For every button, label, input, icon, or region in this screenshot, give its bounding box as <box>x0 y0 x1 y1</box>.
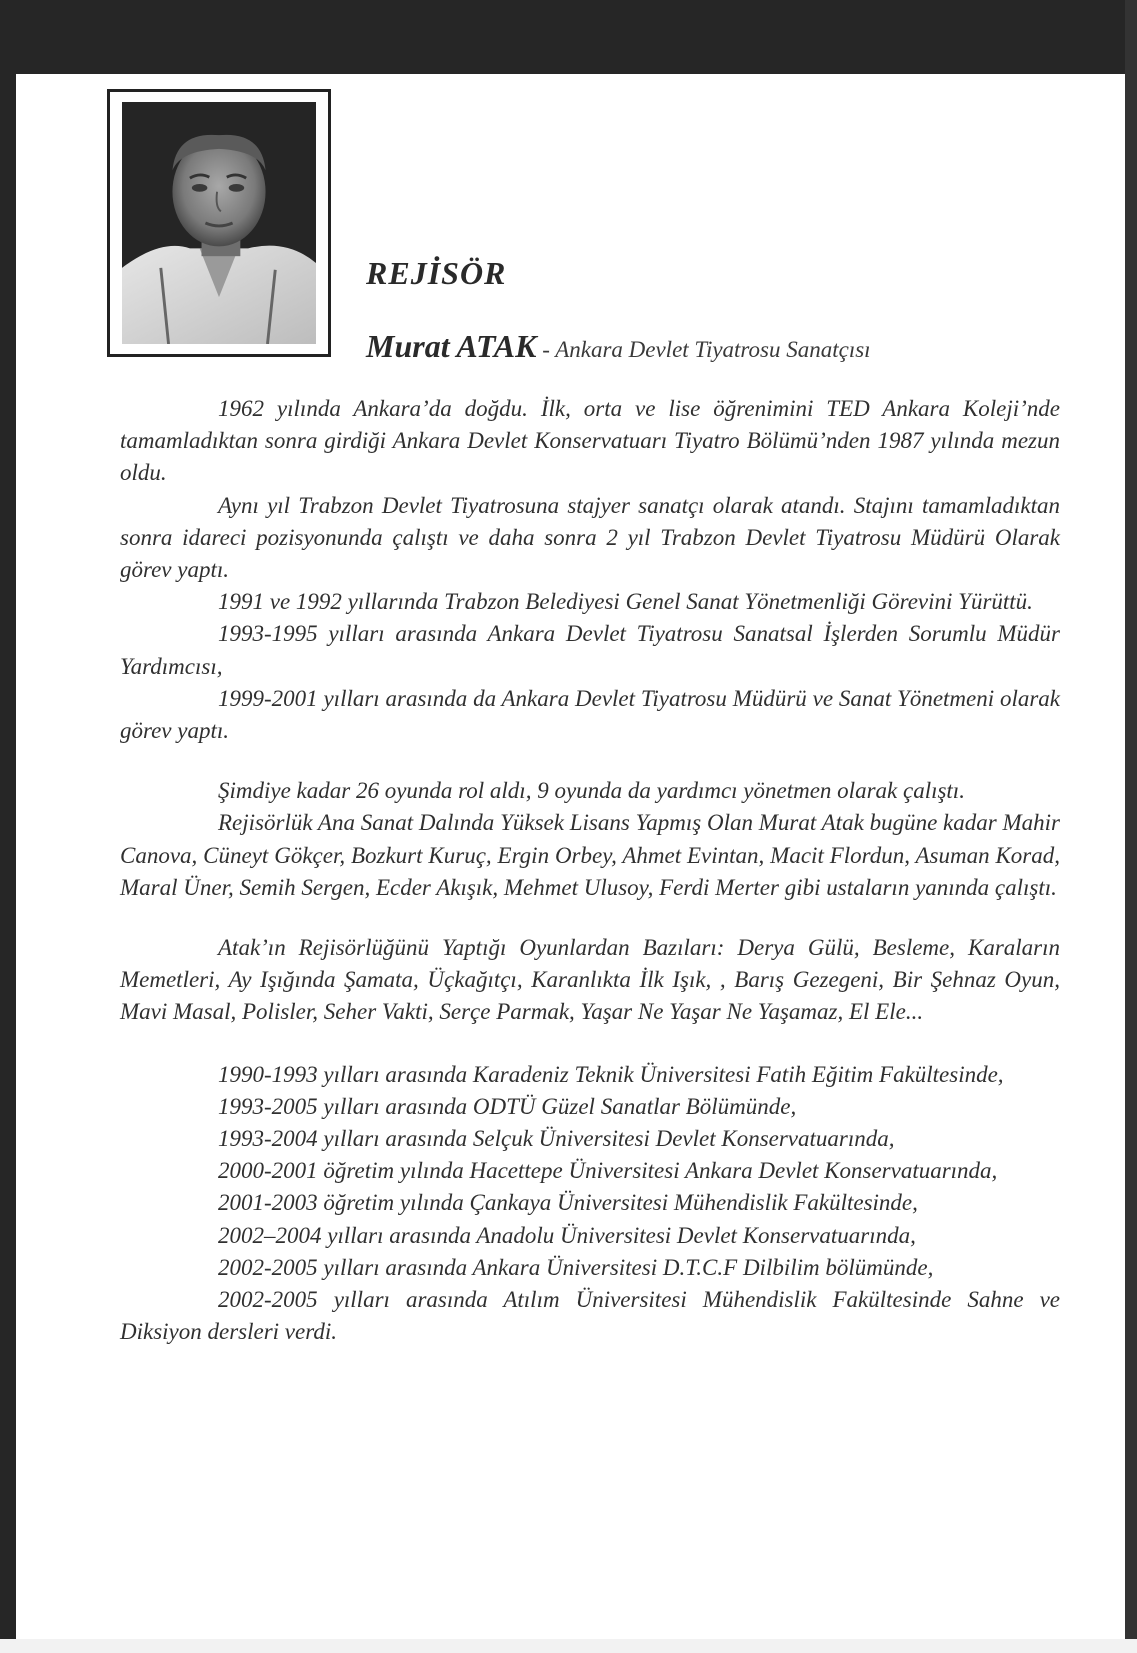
person-name: Murat ATAK <box>366 328 537 364</box>
scan-border-top <box>0 0 1137 74</box>
scan-border-left <box>0 0 16 1653</box>
person-affiliation: - Ankara Devlet Tiyatrosu Sanatçısı <box>536 337 871 362</box>
bio-paragraph-1991: 1991 ve 1992 yıllarında Trabzon Belediyesi Genel Sanat Yönetmenliği Görevini Yürüttü. <box>218 589 1033 615</box>
teaching-item: 2000-2001 öğretim yılında Hacettepe Üniversitesi Ankara Devlet Konservatuarında, <box>218 1158 998 1184</box>
bio-paragraph-mentors: Rejisörlük Ana Sanat Dalında Yüksek Lisans Yapmış Olan Murat Atak bugüne kadar Mahir Canova, Cüneyt Gökçer, Bozkurt Kuruç, Ergin Orbey, Ahmet Evintan, Macit Flordun, Asuman Korad, Maral Üner, Semih Sergen, Ecder Akışık, Mehmet Ulusoy, Ferdi Merter gibi ustaların yanında çalıştı. <box>120 810 1060 900</box>
teaching-item: 1993-2004 yılları arasında Selçuk Üniversitesi Devlet Konservatuarında, <box>218 1126 895 1152</box>
teaching-item: 2001-2003 öğretim yılında Çankaya Üniversitesi Mühendislik Fakültesinde, <box>218 1190 918 1216</box>
bio-paragraph-1993: 1993-1995 yılları arasında Ankara Devlet Tiyatrosu Sanatsal İşlerden Sorumlu Müdür Yardımcısı, <box>120 621 1060 679</box>
bio-paragraph-productions: Atak’ın Rejisörlüğünü Yaptığı Oyunlardan Bazıları: Derya Gülü, Besleme, Karaların Memetleri, Ay Işığında Şamata, Üçkağıtçı, Karanlıkta İlk Işık, , Barış Gezegeni, Bir Şehnaz Oyun, Mavi Masal, Polisler, Seher Vakti, Serçe Parmak, Yaşar Ne Yaşar Ne Yaşamaz, El Ele... <box>120 935 1060 1025</box>
paragraph-gap <box>120 1029 1060 1059</box>
teaching-item: 2002-2005 yılları arasında Atılım Üniversitesi Mühendislik Fakültesinde Sahne ve Diksiyon dersleri verdi. <box>120 1287 1060 1345</box>
portrait-photo <box>122 102 316 344</box>
portrait-photo-frame <box>107 89 331 357</box>
scan-border-bottom <box>0 1639 1137 1653</box>
bio-paragraph-1999: 1999-2001 yılları arasında da Ankara Devlet Tiyatrosu Müdürü ve Sanat Yönetmeni olarak görev yaptı. <box>120 685 1060 744</box>
paragraph-gap <box>120 747 1060 775</box>
bio-paragraph-birth: 1962 yılında Ankara’da doğdu. İlk, orta ve lise öğrenimini TED Ankara Koleji’nde tamamladıktan sonra girdiği Ankara Devlet Konservatuarı Tiyatro Bölümü’nden 1987 yılında mezun oldu. <box>120 396 1060 486</box>
name-line <box>366 328 871 365</box>
teaching-item: 1990-1993 yılları arasında Karadeniz Teknik Üniversitesi Fatih Eğitim Fakültesinde, <box>218 1061 1004 1087</box>
scan-border-right <box>1125 0 1137 1653</box>
biography-text <box>120 393 1060 1348</box>
teaching-item: 2002-2005 yılları arasında Ankara Üniversitesi D.T.C.F Dilbilim bölümünde, <box>218 1254 934 1280</box>
teaching-item: 2002–2004 yılları arasında Anadolu Üniversitesi Devlet Konservatuarında, <box>218 1222 916 1248</box>
teaching-item: 1993-2005 yılları arasında ODTÜ Güzel Sanatlar Bölümünde, <box>218 1093 797 1119</box>
bio-paragraph-roles: Şimdiye kadar 26 oyunda rol aldı, 9 oyunda da yardımcı yönetmen olarak çalıştı. <box>218 778 965 804</box>
bio-paragraph-trabzon: Aynı yıl Trabzon Devlet Tiyatrosuna stajyer sanatçı olarak atandı. Stajını tamamladıktan sonra idareci pozisyonunda çalıştı ve daha sonra 2 yıl Trabzon Devlet Tiyatrosu Müdürü Olarak görev yaptı. <box>120 492 1060 583</box>
portrait-illustration <box>122 102 316 344</box>
role-title: REJİSÖR <box>366 255 507 291</box>
paragraph-gap <box>120 904 1060 932</box>
